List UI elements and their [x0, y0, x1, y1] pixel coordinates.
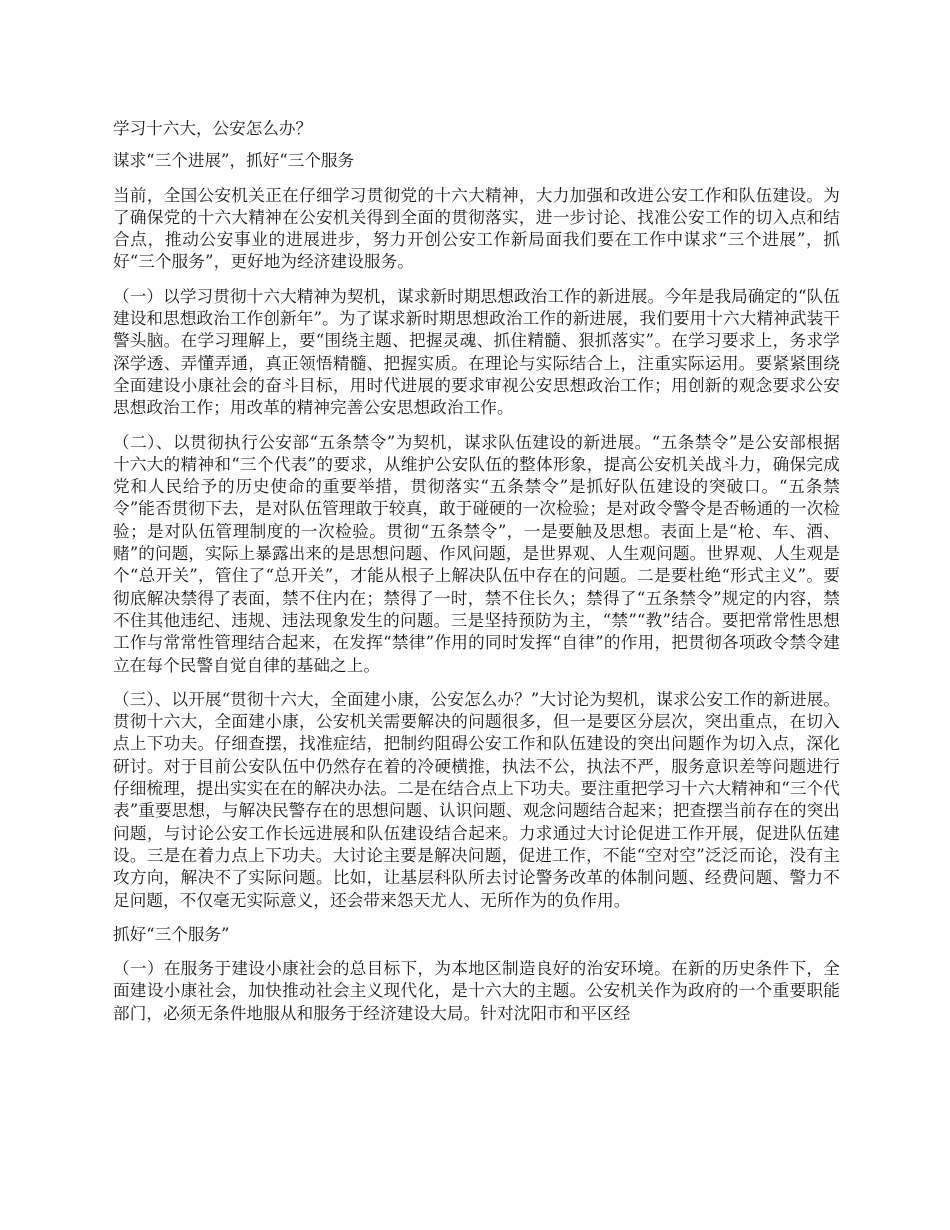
- document-title: 学习十六大，公安怎么办？: [113, 119, 313, 138]
- document-page: [113, 118, 840, 1037]
- document-subtitle: 谋求“三个进展”，抓好“三个服务: [113, 151, 355, 171]
- paragraph-point-3: （三）、以开展“贯彻十六大，全面建小康，公安怎么办？”大讨论为契机，谋求公安工作的新进展。贯彻十六大，全面建小康，公安机关需要解决的问题很多，但一是要区分层次，突出重点，在切入点上下功夫。仔细查摆，找准症结，把制约阻碍公安工作和队伍建设的突出问题作为切入点，深化研讨。对于目前公安队伍中仍然存在着的冷硬横推，执法不公，执法不严，服务意识差等问题进行仔细梳理，提出实实在在的解决办法。二是在结合点上下功夫。要注重把学习十六大精神和“三个代表”重要思想，与解决民警存在的思想问题、认识问题、观念问题结合起来；把查摆当前存在的突出问题，与讨论公安工作长远进展和队伍建设结合起来。力求通过大讨论促进工作开展，促进队伍建设。三是在着力点上下功夫。大讨论主要是解决问题，促进工作，不能“空对空”泛泛而论，没有主攻方向，解决不了实际问题。比如，让基层科队所去讨论警务改革的体制问题、经费问题、警力不足问题，不仅毫无实际意义，还会带来怨天尤人、无所作为的负作用。: [113, 689, 840, 910]
- paragraph-point-1: （一）以学习贯彻十六大精神为契机，谋求新时期思想政治工作的新进展。今年是我局确定的“队伍建设和思想政治工作创新年”。为了谋求新时期思想政治工作的新进展，我们要用十六大精神武装干警头脑。在学习理解上，要“围绕主题、把握灵魂、抓住精髓、狠抓落实”。在学习要求上，务求学深学透、弄懂弄通，真正领悟精髓、把握实质。在理论与实际结合上，注重实际运用。要紧紧围绕全面建设小康社会的奋斗目标，用时代进展的要求审视公安思想政治工作；用创新的观念要求公安思想政治工作；用改革的精神完善公安思想政治工作。: [113, 286, 840, 418]
- paragraph-point-2: （二）、以贯彻执行公安部“五条禁令”为契机，谋求队伍建设的新进展。“五条禁令”是公安部根据十六大的精神和“三个代表”的要求，从维护公安队伍的整体形象，提高公安机关战斗力，确保完成党和人民给予的历史使命的重要举措，贯彻落实“五条禁令”是抓好队伍建设的突破口。“五条禁令”能否贯彻下去，是对队伍管理敢于较真，敢于碰硬的一次检验；是对政令警令是否畅通的一次检验；是对队伍管理制度的一次检验。贯彻“五条禁令”，一是要触及思想。表面上是“枪、车、酒、赌”的问题，实际上暴露出来的是思想问题、作风问题，是世界观、人生观问题。世界观、人生观是个“总开关”，管住了“总开关”，才能从根子上解决队伍中存在的问题。二是要杜绝“形式主义”。要彻底解决禁得了表面，禁不住内在；禁得了一时，禁不住长久；禁得了“五条禁令”规定的内容，禁不住其他违纪、违规、违法现象发生的问题。三是坚持预防为主，“禁”“教”结合。要把常常性思想工作与常常性管理结合起来，在发挥“禁律”作用的同时发挥“自律”的作用，把贯彻各项政令禁令建立在每个民警自觉自律的基础之上。: [113, 432, 840, 675]
- section-heading: 抓好“三个服务”: [113, 924, 230, 944]
- paragraph-intro: 当前，全国公安机关正在仔细学习贯彻党的十六大精神，大力加强和改进公安工作和队伍建设。为了确保党的十六大精神在公安机关得到全面的贯彻落实，进一步讨论、找准公安工作的切入点和结合点，推动公安事业的进展进步，努力开创公安工作新局面我们要在工作中谋求“三个进展”，抓好“三个服务”，更好地为经济建设服务。: [113, 185, 840, 272]
- section-paragraph-1: （一）在服务于建设小康社会的总目标下，为本地区制造良好的治安环境。在新的历史条件下，全面建设小康社会，加快推动社会主义现代化，是十六大的主题。公安机关作为政府的一个重要职能部门，必须无条件地服从和服务于经济建设大局。针对沈阳市和平区经: [113, 959, 840, 1023]
